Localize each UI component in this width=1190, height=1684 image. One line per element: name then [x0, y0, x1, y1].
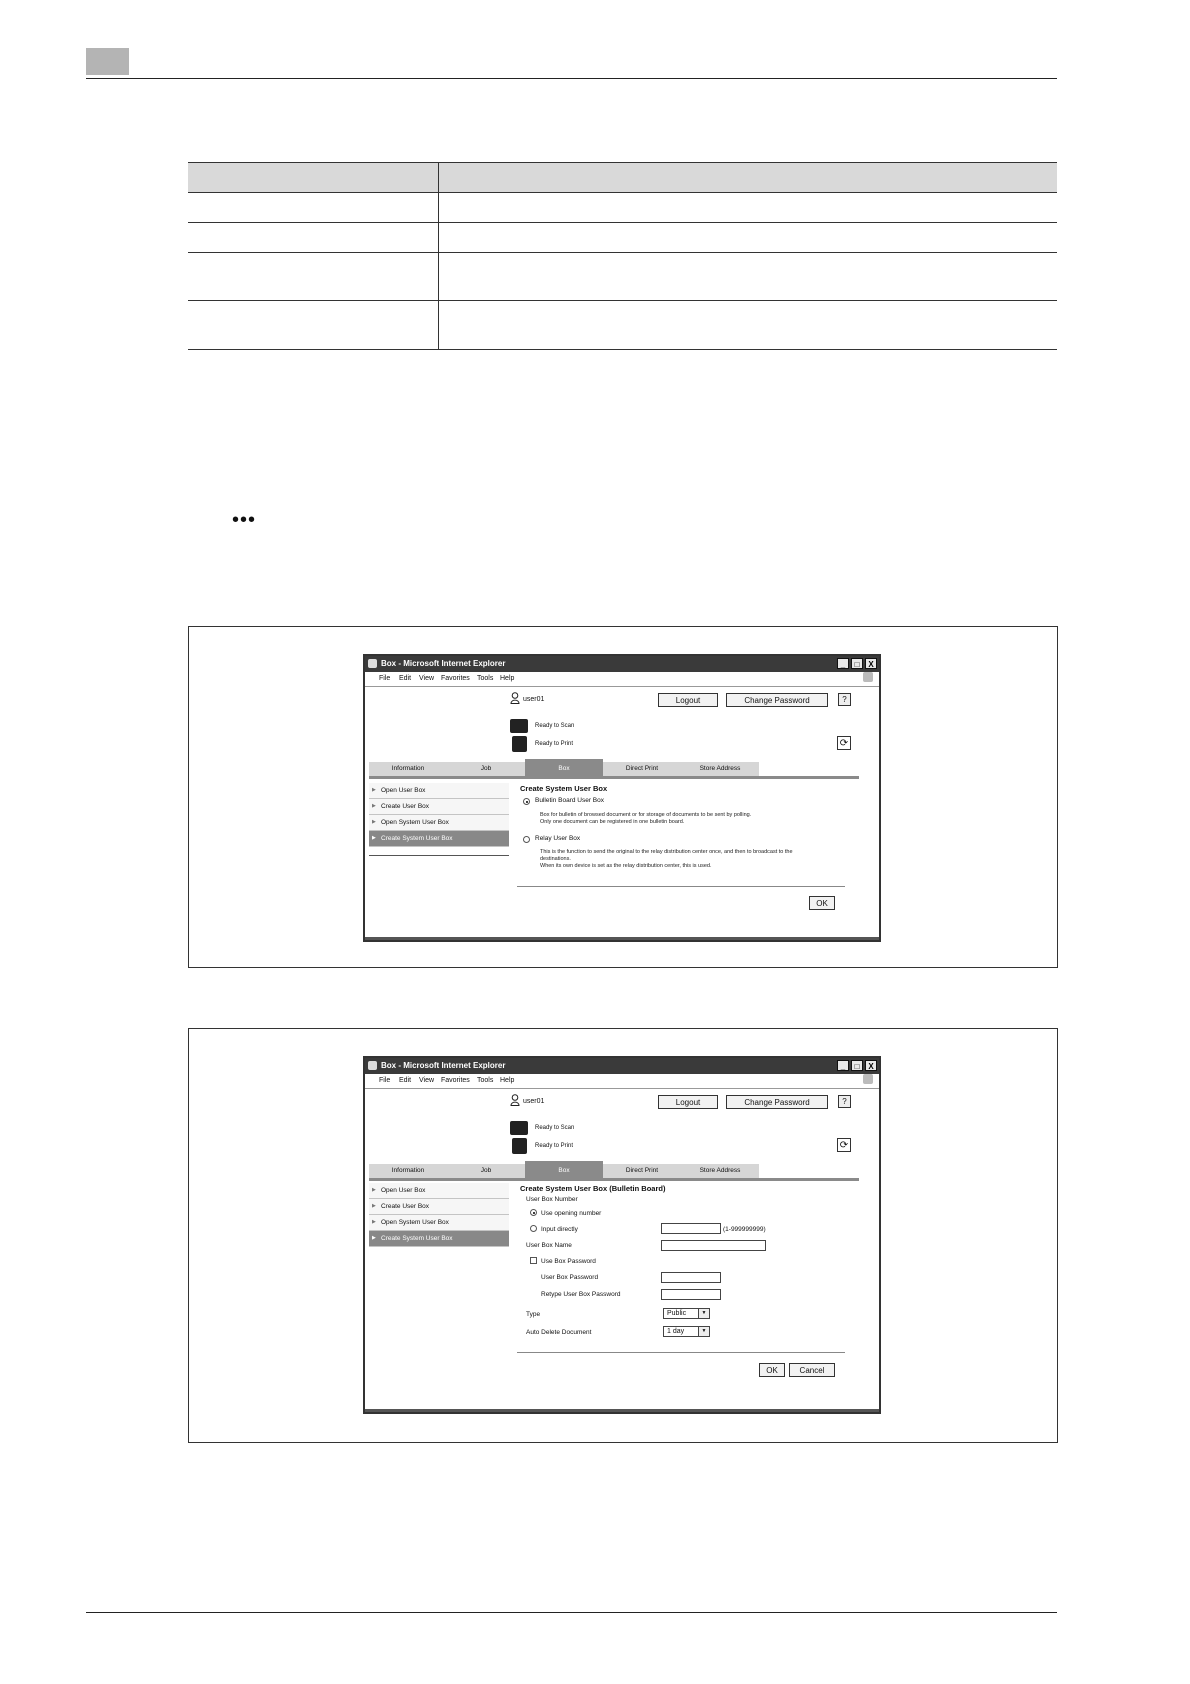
print-status: Ready to Print	[535, 1143, 574, 1149]
chevron-down-icon: ▼	[698, 1309, 709, 1318]
browser-window	[363, 654, 881, 942]
scanner-icon	[510, 1121, 528, 1135]
use-password-label: Use Box Password	[541, 1258, 596, 1265]
tab-bar	[369, 1164, 859, 1178]
auto-delete-select[interactable]	[663, 1326, 710, 1337]
menu-view[interactable]: View	[419, 1077, 435, 1084]
menu-file[interactable]: File	[379, 1077, 391, 1084]
menu-tools[interactable]: Tools	[477, 675, 494, 682]
table-cell	[439, 301, 1058, 350]
menu-favorites[interactable]: Favorites	[441, 1077, 470, 1084]
ie-icon	[368, 1061, 377, 1070]
bulletin-board-desc: Box for bulletin of browsed document or for storage of documents to be sent by polling.	[540, 812, 752, 818]
tab-store-address[interactable]: Store Address	[681, 1164, 759, 1178]
table-cell	[439, 163, 1058, 193]
sidebar-item-open-user-box[interactable]: ▶ Open User Box	[369, 783, 509, 799]
table-cell	[188, 163, 439, 193]
type-label: Type	[526, 1311, 541, 1318]
box-name-input[interactable]	[661, 1240, 766, 1251]
window-bottom-border	[365, 937, 879, 940]
printer-icon	[512, 1138, 527, 1154]
box-password-label: User Box Password	[541, 1274, 599, 1281]
help-icon[interactable]: ?	[838, 1095, 851, 1108]
input-directly-label: Input directly	[541, 1226, 578, 1233]
maximize-button[interactable]: □	[851, 658, 863, 669]
sidebar-item-open-user-box[interactable]: ▶ Open User Box	[369, 1183, 509, 1199]
tab-store-address[interactable]: Store Address	[681, 762, 759, 776]
tab-bar	[369, 762, 859, 776]
tab-box[interactable]: Box	[525, 1161, 603, 1178]
content-title: Create System User Box	[520, 784, 608, 793]
menu-help[interactable]: Help	[500, 1077, 515, 1084]
chevron-down-icon: ▼	[698, 1327, 709, 1336]
relay-user-box-desc: When its own device is set as the relay distribution center, this is used.	[540, 863, 712, 869]
bulletin-board-desc: Only one document can be registered in one bulletin board.	[540, 819, 685, 825]
browser-window	[363, 1056, 881, 1414]
bulletin-board-radio[interactable]	[523, 798, 530, 805]
scan-status: Ready to Scan	[535, 1125, 575, 1131]
user-icon	[510, 1094, 520, 1106]
box-number-range: (1-999999999)	[723, 1226, 766, 1233]
sidebar-item-create-system-user-box[interactable]: ▶ Create System User Box	[369, 831, 509, 847]
menu-view[interactable]: View	[419, 675, 435, 682]
menu-edit[interactable]: Edit	[399, 1077, 412, 1084]
bulletin-board-label: Bulletin Board User Box	[535, 797, 605, 804]
sidebar	[369, 783, 509, 856]
menu-favorites[interactable]: Favorites	[441, 675, 470, 682]
sidebar-item-open-system-user-box[interactable]: ▶ Open System User Box	[369, 1215, 509, 1231]
content-separator	[517, 1352, 845, 1353]
window-titlebar	[365, 656, 879, 672]
type-select-value: Public	[667, 1310, 687, 1317]
continuation-dots: •••	[232, 509, 257, 531]
content-title: Create System User Box (Bulletin Board)	[520, 1184, 666, 1193]
change-password-button[interactable]: Change Password	[726, 693, 828, 707]
logout-button[interactable]: Logout	[658, 693, 718, 707]
table-cell	[188, 253, 439, 301]
window-title: Box - Microsoft Internet Explorer	[381, 1061, 506, 1070]
printer-icon	[512, 736, 527, 752]
tab-information[interactable]: Information	[369, 762, 447, 776]
tab-underline	[369, 1178, 859, 1181]
auto-delete-value: 1 day	[667, 1328, 685, 1335]
table-cell	[188, 301, 439, 350]
box-name-label: User Box Name	[526, 1242, 572, 1249]
relay-user-box-label: Relay User Box	[535, 835, 581, 842]
footer-rule	[86, 1612, 1057, 1613]
retype-password-input[interactable]	[661, 1289, 721, 1300]
relay-user-box-desc: This is the function to send the original to the relay distribution center once, and then to broadcast to the	[540, 849, 793, 855]
logout-button[interactable]: Logout	[658, 1095, 718, 1109]
box-password-input[interactable]	[661, 1272, 721, 1283]
change-password-button[interactable]: Change Password	[726, 1095, 828, 1109]
use-password-checkbox[interactable]	[530, 1257, 537, 1264]
tab-direct-print[interactable]: Direct Print	[603, 1164, 681, 1178]
table-row	[188, 253, 1057, 301]
menu-help[interactable]: Help	[500, 675, 515, 682]
windows-flag-icon	[863, 1074, 873, 1084]
table-row	[188, 301, 1057, 350]
sidebar-divider	[369, 855, 509, 856]
auto-delete-label: Auto Delete Document	[526, 1329, 592, 1336]
tab-underline	[369, 776, 859, 779]
table-header-row	[188, 163, 1057, 193]
window-bottom-border	[365, 1409, 879, 1412]
relay-user-box-desc: destinations.	[540, 856, 571, 862]
table-cell	[439, 223, 1058, 253]
figure-2-frame	[188, 1028, 1058, 1443]
close-button[interactable]: X	[865, 1060, 877, 1071]
sidebar-item-create-system-user-box[interactable]: ▶ Create System User Box	[369, 1231, 509, 1247]
ok-button[interactable]: OK	[809, 896, 835, 910]
content-separator	[517, 886, 845, 887]
user-icon	[510, 692, 520, 704]
refresh-icon[interactable]: ⟳	[837, 1138, 851, 1152]
menu-bar	[365, 1074, 879, 1089]
tab-job[interactable]: Job	[447, 762, 525, 776]
minimize-button[interactable]: _	[837, 658, 849, 669]
header-rule	[86, 78, 1057, 79]
sidebar-item-create-user-box[interactable]: ▶ Create User Box	[369, 1199, 509, 1215]
ie-icon	[368, 659, 377, 668]
table-row	[188, 193, 1057, 223]
help-icon[interactable]: ?	[838, 693, 851, 706]
relay-user-box-radio[interactable]	[523, 836, 530, 843]
sidebar-item-open-system-user-box[interactable]: ▶ Open System User Box	[369, 815, 509, 831]
menu-bar	[365, 672, 879, 687]
windows-flag-icon	[863, 672, 873, 682]
minimize-button[interactable]: _	[837, 1060, 849, 1071]
refresh-icon[interactable]: ⟳	[837, 736, 851, 750]
menu-file[interactable]: File	[379, 675, 391, 682]
type-select[interactable]	[663, 1308, 710, 1319]
user-name: user01	[523, 696, 545, 703]
sidebar-item-create-user-box[interactable]: ▶ Create User Box	[369, 799, 509, 815]
user-name: user01	[523, 1098, 545, 1105]
window-titlebar	[365, 1058, 879, 1074]
scan-status: Ready to Scan	[535, 723, 575, 729]
menu-tools[interactable]: Tools	[477, 1077, 494, 1084]
window-title: Box - Microsoft Internet Explorer	[381, 659, 506, 668]
maximize-button[interactable]: □	[851, 1060, 863, 1071]
use-opening-label: Use opening number	[541, 1210, 602, 1217]
scanner-icon	[510, 719, 528, 733]
input-directly-radio[interactable]	[530, 1225, 537, 1232]
table-cell	[188, 223, 439, 253]
tab-box[interactable]: Box	[525, 759, 603, 776]
ok-button[interactable]: OK	[759, 1363, 785, 1377]
figure-1-frame	[188, 626, 1058, 968]
tab-information[interactable]: Information	[369, 1164, 447, 1178]
menu-edit[interactable]: Edit	[399, 675, 412, 682]
sidebar	[369, 1183, 509, 1247]
table-row	[188, 223, 1057, 253]
table-cell	[439, 193, 1058, 223]
tab-job[interactable]: Job	[447, 1164, 525, 1178]
info-table	[188, 162, 1057, 350]
table-cell	[439, 253, 1058, 301]
page-header-tab	[86, 48, 129, 75]
use-opening-radio[interactable]	[530, 1209, 537, 1216]
retype-password-label: Retype User Box Password	[541, 1291, 621, 1298]
print-status: Ready to Print	[535, 741, 574, 747]
box-number-label: User Box Number	[526, 1196, 578, 1203]
table-cell	[188, 193, 439, 223]
cancel-button[interactable]: Cancel	[789, 1363, 835, 1377]
tab-direct-print[interactable]: Direct Print	[603, 762, 681, 776]
close-button[interactable]: X	[865, 658, 877, 669]
box-number-input[interactable]	[661, 1223, 721, 1234]
